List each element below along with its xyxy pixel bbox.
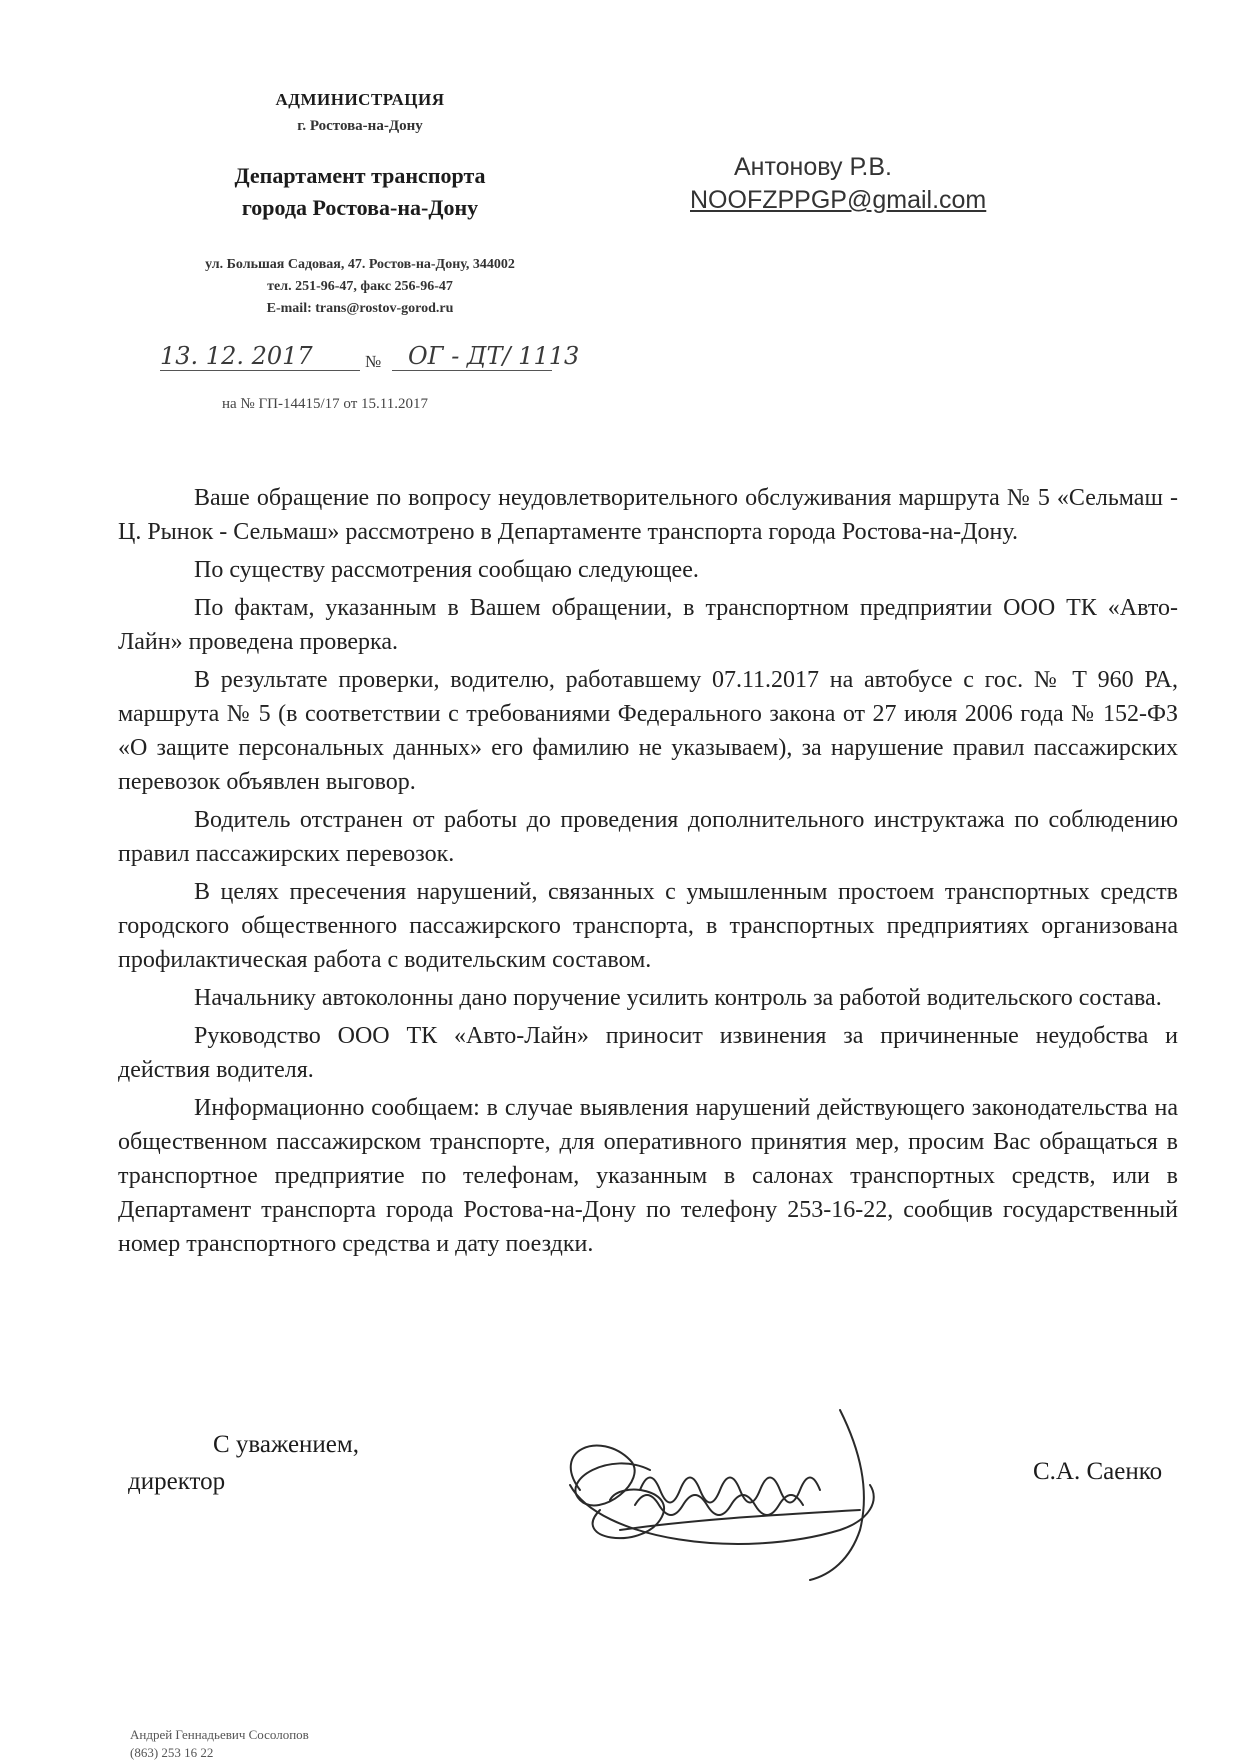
letterhead-city: г. Ростова-на-Дону bbox=[297, 118, 423, 134]
registration-number: ОГ - ДТ/ 1113 bbox=[408, 342, 580, 370]
body-paragraph: По фактам, указанным в Вашем обращении, в транспортном предприятии ООО ТК «Авто-Лайн» проведена проверка. bbox=[118, 595, 1178, 655]
letterhead-phones: тел. 251-96-47, факс 256-96-47 bbox=[267, 279, 453, 294]
letterhead-address: ул. Большая Садовая, 47. Ростов-на-Дону, 344002 bbox=[205, 257, 515, 272]
letterhead-department-line2: города Ростова-на-Дону bbox=[241, 195, 479, 220]
body-paragraph: В результате проверки, водителю, работавшему 07.11.2017 на автобусе с гос. № Т 960 РА, маршрута № 5 (в соответствии с требованиями Федерального закона от 27 июля 2006 года № 152-ФЗ «О защите персональных данных» его фамилию не указываем), за нарушение правил пассажирских перевозок объявлен выговор. bbox=[118, 667, 1178, 795]
handwritten-signature bbox=[540, 1390, 920, 1590]
registration-number-sign: № bbox=[365, 352, 382, 371]
letterhead-admin: АДМИНИСТРАЦИЯ bbox=[275, 90, 445, 109]
closing-regards: С уважением, bbox=[213, 1431, 359, 1458]
addressee-email: NOOFZPPGP@gmail.com bbox=[690, 186, 987, 214]
addressee-name: Антонову Р.В. bbox=[734, 153, 892, 181]
body-paragraph: Информационно сообщаем: в случае выявления нарушений действующего законодательства на общественном пассажирском транспорте, для оперативного принятия мер, просим Вас обращаться в транспортное предприятие по телефонам, указанным в салонах транспортных средств, или в Департамент транспорта города Ростова-на-Дону по телефону 253-16-22, сообщив государственный номер транспортного средства и дату поездки. bbox=[118, 1095, 1178, 1257]
body-paragraph: По существу рассмотрения сообщаю следующее. bbox=[194, 557, 699, 583]
body-paragraph: Ваше обращение по вопросу неудовлетворительного обслуживания маршрута № 5 «Сельмаш - Ц. Рынок - Сельмаш» рассмотрено в Департаменте транспорта города Ростова-на-Дону. bbox=[118, 485, 1178, 545]
registration-reference: на № ГП-14415/17 от 15.11.2017 bbox=[222, 396, 428, 412]
executor-name: Андрей Геннадьевич Сосолопов bbox=[130, 1727, 309, 1742]
closing-position: директор bbox=[128, 1468, 226, 1495]
body-paragraph: В целях пресечения нарушений, связанных с умышленным простоем транспортных средств городского общественного пассажирского транспорта, в транспортных предприятиях организована профилактическая работа с водительским составом. bbox=[118, 879, 1178, 973]
letterhead-email: E-mail: trans@rostov-gorod.ru bbox=[266, 301, 454, 316]
signer-name: С.А. Саенко bbox=[1033, 1458, 1163, 1485]
registration-date: 13. 12. 2017 bbox=[160, 342, 313, 370]
registration-line bbox=[160, 342, 580, 370]
number-underline bbox=[392, 370, 552, 371]
letter-body bbox=[118, 481, 1178, 1265]
letterhead-department-line1: Департамент транспорта bbox=[234, 163, 486, 188]
body-paragraph: Руководство ООО ТК «Авто-Лайн» приносит извинения за причиненные неудобства и действия водителя. bbox=[118, 1023, 1178, 1083]
body-paragraph: Начальнику автоколонны дано поручение усилить контроль за работой водительского состава. bbox=[194, 985, 1162, 1011]
date-underline bbox=[160, 370, 360, 371]
body-paragraph: Водитель отстранен от работы до проведения дополнительного инструктажа по соблюдению правил пассажирских перевозок. bbox=[118, 807, 1178, 867]
executor-phone: (863) 253 16 22 bbox=[130, 1745, 214, 1760]
